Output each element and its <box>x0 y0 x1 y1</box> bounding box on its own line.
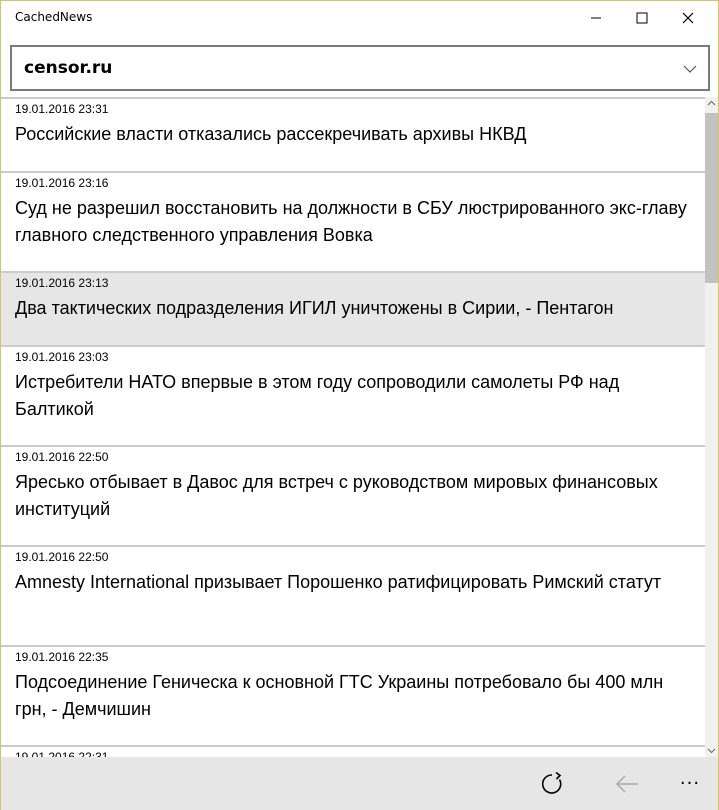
news-item[interactable] <box>1 445 705 545</box>
scroll-up-arrow-icon[interactable] <box>707 99 716 108</box>
more-button[interactable] <box>667 757 713 810</box>
close-button[interactable] <box>665 1 711 35</box>
news-title: Два тактических подразделения ИГИЛ уничтожены в Сирии, - Пентагон <box>15 298 614 318</box>
back-arrow-icon <box>614 774 640 794</box>
news-item[interactable] <box>1 345 705 445</box>
news-scrollbar[interactable] <box>705 97 718 757</box>
back-button[interactable] <box>604 757 650 810</box>
minimize-button[interactable] <box>573 1 619 35</box>
news-title: Подсоединение Геническа к основной ГТС Украины потребовало бы 400 млн грн, - Демчишин <box>15 672 664 719</box>
news-item[interactable] <box>1 97 705 171</box>
minimize-icon <box>590 12 602 24</box>
source-dropdown[interactable] <box>10 45 710 91</box>
news-date: 19.01.2016 22:50 <box>15 450 109 464</box>
news-item[interactable] <box>1 171 705 271</box>
title-bar[interactable] <box>1 1 718 35</box>
maximize-button[interactable] <box>619 1 665 35</box>
news-item-selected[interactable] <box>1 271 705 345</box>
news-date: 19.01.2016 22:50 <box>15 550 109 564</box>
chevron-down-icon <box>682 61 698 77</box>
scroll-thumb[interactable] <box>705 113 718 283</box>
refresh-icon <box>539 771 565 797</box>
maximize-icon <box>636 12 648 24</box>
news-item[interactable] <box>1 545 705 645</box>
source-selected-value: censor.ru <box>24 58 113 78</box>
news-date: 19.01.2016 23:31 <box>15 102 109 116</box>
news-title: Российские власти отказались рассекречивать архивы НКВД <box>15 124 527 144</box>
news-title: Истребители НАТО впервые в этом году сопроводили самолеты РФ над Балтикой <box>15 372 620 419</box>
news-list[interactable] <box>1 97 705 755</box>
news-title: Amnesty International призывает Порошенко ратифицировать Римский статут <box>15 572 662 592</box>
bottom-app-bar <box>1 757 718 810</box>
news-date: 19.01.2016 23:13 <box>15 276 109 290</box>
news-title: Яресько отбывает в Давос для встреч с руководством мировых финансовых институций <box>15 472 658 519</box>
refresh-button[interactable] <box>529 757 575 810</box>
news-date: 19.01.2016 23:03 <box>15 350 109 364</box>
more-icon: ··· <box>679 773 701 794</box>
news-date: 19.01.2016 22:35 <box>15 650 109 664</box>
news-item[interactable] <box>1 645 705 745</box>
news-title: Суд не разрешил восстановить на должности в СБУ люстрированного экс-главу главного следственного управления Вовка <box>15 198 687 245</box>
close-icon <box>682 12 694 24</box>
app-title: CachedNews <box>15 10 93 24</box>
news-date: 19.01.2016 23:16 <box>15 176 109 190</box>
scroll-down-arrow-icon[interactable] <box>707 746 716 755</box>
